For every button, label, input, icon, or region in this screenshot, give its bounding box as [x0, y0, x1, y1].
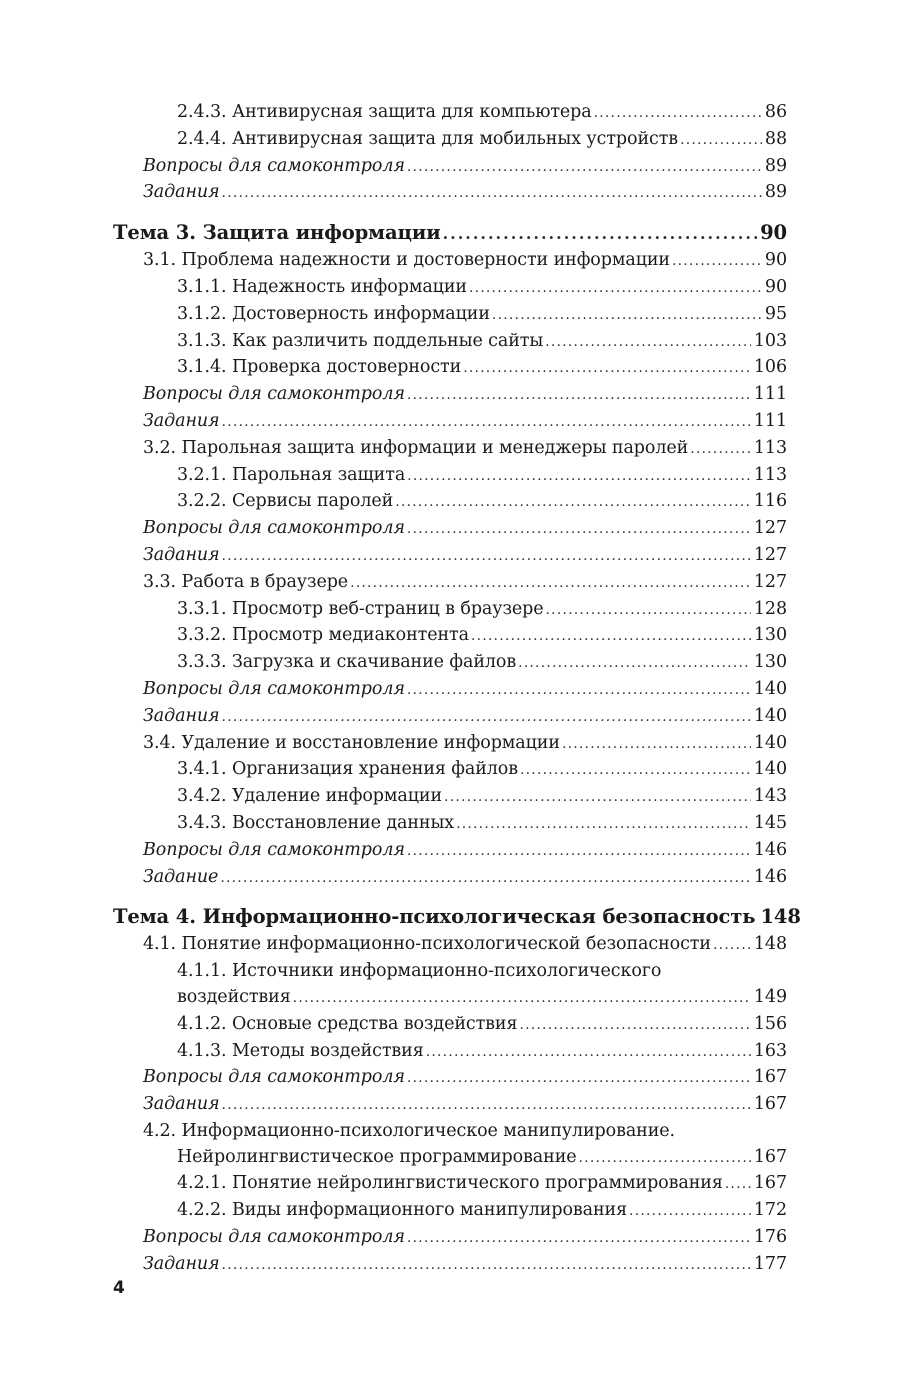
toc-entry-page: 167 [753, 1094, 787, 1115]
dot-leader [222, 705, 751, 731]
toc-entry-page: 149 [753, 986, 787, 1007]
toc-entry-page: 167 [753, 1067, 787, 1088]
toc-entry-title: Вопросы для самоконтроля [143, 678, 405, 699]
toc-entry [0, 1012, 900, 1039]
dot-leader [562, 732, 751, 758]
toc-entry-title: Задания [143, 410, 220, 431]
toc-entry [0, 932, 900, 959]
toc-entry [0, 1225, 900, 1252]
toc-entry-title: Задания [143, 705, 220, 726]
toc-entry-title: 3.1. Проблема надежности и достоверности информации [143, 250, 670, 271]
dot-leader [350, 571, 751, 597]
toc-entry-title: 3.4.1. Организация хранения файлов [177, 759, 518, 780]
toc-entry-title-line1: 4.2. Информационно-психологическое манипулирование. [143, 1120, 676, 1141]
dot-leader [222, 181, 762, 207]
toc-entry-title: 2.4.3. Антивирусная защита для компьютера [177, 102, 592, 122]
dot-leader [629, 1199, 751, 1225]
toc-entry-page: 90 [764, 250, 787, 271]
dot-leader [222, 1253, 751, 1279]
dot-leader [713, 933, 751, 959]
toc-entry-title: 3.1.1. Надежность информации [177, 276, 467, 297]
dot-leader [407, 839, 751, 865]
toc-topic-heading [0, 219, 900, 248]
toc-entry-title: Задания [143, 1094, 220, 1115]
dot-leader [407, 383, 751, 409]
toc-entry-title: Вопросы для самоконтроля [143, 1227, 405, 1248]
toc-entry-title: 3.3.2. Просмотр медиаконтента [177, 625, 469, 646]
dot-leader [519, 1013, 750, 1039]
toc-entry-page: 89 [764, 155, 787, 176]
toc-entry-title: 3.4.3. Восстановление данных [177, 812, 455, 833]
toc-entry-title: Задания [143, 544, 220, 565]
toc-entry-title: 2.4.4. Антивирусная защита для мобильных устройств [177, 128, 679, 149]
toc-entry-page: 130 [753, 652, 787, 673]
dot-leader [594, 101, 762, 127]
toc-entry-title: Тема 4. Информационно-психологическая безопасность [113, 905, 756, 929]
dot-leader [222, 544, 751, 570]
toc-entry-page: 130 [753, 625, 787, 646]
dot-leader [680, 128, 762, 154]
dot-leader [395, 490, 751, 516]
toc-entry-title: 3.2.2. Сервисы паролей [177, 491, 394, 512]
toc-entry-page: 167 [753, 1146, 787, 1167]
toc-entry [0, 100, 900, 127]
toc-entry-page: 113 [753, 464, 787, 485]
toc-entry-page: 148 [760, 905, 801, 929]
dot-leader [469, 276, 762, 302]
toc-entry-page: 90 [760, 221, 787, 245]
toc-entry-title: 3.3.3. Загрузка и скачивание файлов [177, 652, 517, 673]
toc-entry [0, 275, 900, 302]
toc-entry [0, 382, 900, 409]
toc-entry [0, 784, 900, 811]
toc-entry-title: 4.2.1. Понятие нейролингвистического программирования [177, 1173, 723, 1194]
toc-entry-title: 3.2.1. Парольная защита [177, 464, 406, 485]
toc-entry-page: 140 [753, 759, 787, 780]
toc-entry-page: 86 [764, 102, 787, 122]
toc-entry-page: 127 [753, 544, 787, 565]
dot-leader [407, 517, 751, 543]
toc-entry-title: 4.2.2. Виды информационного манипулирования [177, 1200, 628, 1221]
dot-leader [443, 220, 758, 248]
toc-entry-title: 3.1.2. Достоверность информации [177, 303, 490, 324]
toc-entry-page: 88 [764, 128, 787, 149]
toc-entry-page: 127 [753, 571, 787, 592]
toc-entry-title: 4.1.3. Методы воздействия [177, 1040, 424, 1061]
toc-entry [0, 409, 900, 436]
toc-entry [0, 1171, 900, 1198]
dot-leader [520, 758, 751, 784]
toc-entry-title: Тема 3. Защита информации [113, 221, 441, 245]
toc-entry-title: 4.1.2. Основые средства воздействия [177, 1013, 518, 1034]
dot-leader [222, 1093, 751, 1119]
toc-entry-title: Вопросы для самоконтроля [143, 1067, 405, 1088]
toc-entry [0, 570, 900, 597]
toc-entry-title: Вопросы для самоконтроля [143, 839, 405, 860]
toc-entry-page: 128 [753, 598, 787, 619]
toc-entry [0, 516, 900, 543]
toc-entry-title: 3.1.3. Как различить поддельные сайты [177, 330, 544, 351]
toc-entry [0, 1039, 900, 1066]
toc-entry-page: 145 [753, 812, 787, 833]
toc-entry-title: 3.2. Парольная защита информации и менеджеры паролей [143, 437, 689, 458]
dot-leader [518, 651, 751, 677]
dot-leader [407, 155, 762, 181]
toc-entry-page: 156 [753, 1013, 787, 1034]
toc-entry [0, 959, 900, 1012]
toc-entry [0, 355, 900, 382]
toc-entry [0, 127, 900, 154]
dot-leader [545, 330, 751, 356]
dot-leader [463, 356, 751, 382]
toc-entry-page: 140 [753, 732, 787, 753]
dot-leader [546, 598, 751, 624]
toc-entry-page: 177 [753, 1253, 787, 1274]
toc-entry-title: 3.3.1. Просмотр веб-страниц в браузере [177, 598, 544, 619]
toc-entry [0, 1252, 900, 1279]
toc-entry [0, 677, 900, 704]
toc-entry-page: 111 [753, 410, 787, 431]
toc-entry-page: 95 [764, 303, 787, 324]
dot-leader [407, 464, 751, 490]
toc-entry-page: 140 [753, 705, 787, 726]
dot-leader [471, 624, 751, 650]
dot-leader [407, 678, 751, 704]
toc-entry-title: 3.4.2. Удаление информации [177, 786, 443, 807]
toc-entry [0, 329, 900, 356]
toc-entry-page: 140 [753, 678, 787, 699]
toc-entry-page: 172 [753, 1200, 787, 1221]
toc-entry [0, 180, 900, 207]
toc-entry-page: 90 [764, 276, 787, 297]
toc-entry-page: 176 [753, 1227, 787, 1248]
toc-entry [0, 302, 900, 329]
toc-entry-title: Задания [143, 1253, 220, 1274]
toc-entry [0, 1119, 900, 1172]
toc-entry-page: 146 [753, 866, 787, 887]
dot-leader [492, 303, 762, 329]
toc-entry [0, 154, 900, 181]
table-of-contents [0, 100, 900, 1279]
dot-leader [444, 785, 751, 811]
toc-entry [0, 811, 900, 838]
toc-entry [0, 597, 900, 624]
toc-entry-page: 148 [753, 934, 787, 955]
page-number: 4 [113, 1278, 125, 1298]
dot-leader [407, 1066, 751, 1092]
toc-entry-page: 146 [753, 839, 787, 860]
toc-entry [0, 463, 900, 490]
dot-leader [220, 866, 751, 892]
toc-entry [0, 623, 900, 650]
toc-entry [0, 731, 900, 758]
dot-leader [222, 410, 751, 436]
toc-entry-title: Нейролингвистическое программирование [177, 1146, 577, 1167]
toc-entry-page: 163 [753, 1040, 787, 1061]
toc-entry-page: 111 [753, 384, 787, 405]
dot-leader [725, 1172, 751, 1198]
toc-entry-title: 3.3. Работа в браузере [143, 571, 349, 592]
toc-entry [0, 248, 900, 275]
toc-entry-title: Вопросы для самоконтроля [143, 518, 405, 539]
toc-entry-title: 3.1.4. Проверка достоверности [177, 357, 462, 378]
toc-entry-page: 113 [753, 437, 787, 458]
toc-entry-page: 143 [753, 786, 787, 807]
toc-entry-page: 89 [764, 182, 787, 203]
toc-entry-title: Задания [143, 182, 220, 203]
toc-entry-page: 116 [753, 491, 787, 512]
toc-entry-title: 3.4. Удаление и восстановление информации [143, 732, 560, 753]
toc-entry [0, 1065, 900, 1092]
dot-leader [407, 1226, 751, 1252]
toc-entry [0, 436, 900, 463]
toc-entry-title: Вопросы для самоконтроля [143, 384, 405, 405]
toc-entry [0, 650, 900, 677]
toc-entry-title: Вопросы для самоконтроля [143, 155, 405, 176]
toc-entry [0, 757, 900, 784]
dot-leader [456, 812, 751, 838]
toc-entry-title: Задание [143, 866, 219, 887]
toc-entry [0, 543, 900, 570]
toc-entry [0, 865, 900, 892]
toc-entry [0, 838, 900, 865]
toc-entry-title: 4.1. Понятие информационно-психологической безопасности [143, 934, 711, 955]
dot-leader [426, 1040, 751, 1066]
toc-entry-page: 127 [753, 518, 787, 539]
dot-leader [293, 986, 751, 1012]
toc-entry-page: 106 [753, 357, 787, 378]
toc-entry [0, 1092, 900, 1119]
dot-leader [672, 249, 762, 275]
toc-entry [0, 704, 900, 731]
toc-entry [0, 489, 900, 516]
toc-entry-page: 103 [753, 330, 787, 351]
toc-topic-heading [0, 903, 900, 932]
dot-leader [579, 1146, 751, 1172]
toc-entry-page: 167 [753, 1173, 787, 1194]
dot-leader [690, 437, 751, 463]
toc-entry-title-line1: 4.1.1. Источники информационно-психологического [177, 961, 662, 982]
toc-entry-title: воздействия [177, 986, 291, 1007]
toc-entry [0, 1198, 900, 1225]
